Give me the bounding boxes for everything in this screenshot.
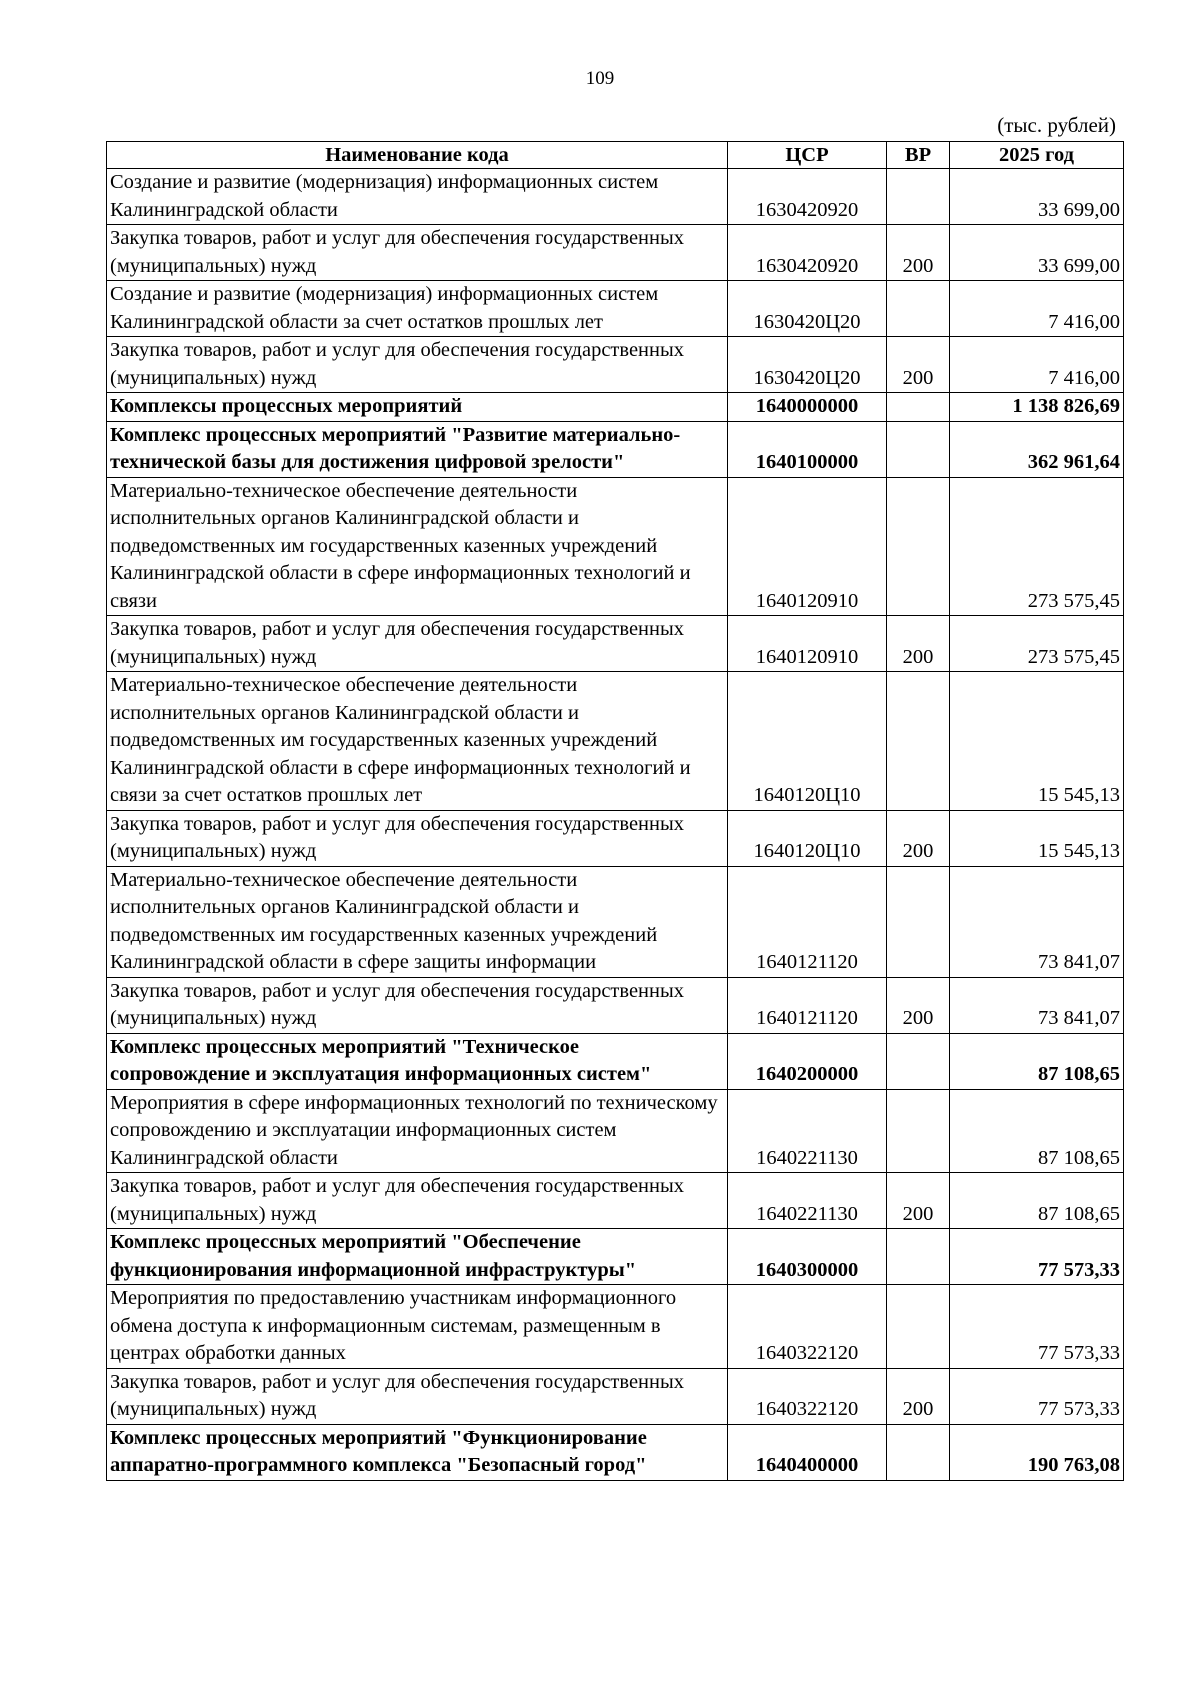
row-csr: 1640120Ц10 (728, 810, 887, 866)
row-name: Закупка товаров, работ и услуг для обеспечения государственных (муниципальных) нужд (107, 337, 728, 393)
row-vr (887, 1229, 950, 1285)
row-vr (887, 1033, 950, 1089)
row-csr: 1640300000 (728, 1229, 887, 1285)
row-vr (887, 169, 950, 225)
table-row (107, 616, 1124, 672)
row-name: Закупка товаров, работ и услуг для обеспечения государственных (муниципальных) нужд (107, 616, 728, 672)
row-csr: 1640120910 (728, 616, 887, 672)
row-amount: 73 841,07 (950, 977, 1124, 1033)
row-csr: 1640322120 (728, 1285, 887, 1369)
table-row-total (107, 393, 1124, 422)
row-csr: 1640200000 (728, 1033, 887, 1089)
table-body (107, 169, 1124, 1481)
table-row (107, 477, 1124, 616)
row-vr: 200 (887, 1368, 950, 1424)
row-vr: 200 (887, 616, 950, 672)
row-vr: 200 (887, 977, 950, 1033)
row-vr (887, 866, 950, 977)
row-csr: 1630420Ц20 (728, 281, 887, 337)
row-vr (887, 1089, 950, 1173)
row-vr (887, 477, 950, 616)
table-row (107, 1285, 1124, 1369)
row-name: Закупка товаров, работ и услуг для обеспечения государственных (муниципальных) нужд (107, 1368, 728, 1424)
row-amount: 190 763,08 (950, 1424, 1124, 1480)
row-csr: 1640121120 (728, 977, 887, 1033)
row-vr (887, 421, 950, 477)
row-vr (887, 1285, 950, 1369)
header-vr: ВР (887, 142, 950, 169)
row-vr (887, 1424, 950, 1480)
row-amount: 1 138 826,69 (950, 393, 1124, 422)
row-name: Закупка товаров, работ и услуг для обеспечения государственных (муниципальных) нужд (107, 225, 728, 281)
row-vr: 200 (887, 1173, 950, 1229)
row-csr: 1640000000 (728, 393, 887, 422)
table-row-total (107, 1033, 1124, 1089)
table-row (107, 810, 1124, 866)
header-name: Наименование кода (107, 142, 728, 169)
table-row-total (107, 1229, 1124, 1285)
row-csr: 1640120Ц10 (728, 672, 887, 811)
row-amount: 362 961,64 (950, 421, 1124, 477)
row-name: Материально-техническое обеспечение деятельности исполнительных органов Калининградской области и подведомственных им государственных казенных учреждений Калининградской области в сфере информационных технологий и связи (107, 477, 728, 616)
table-row (107, 1368, 1124, 1424)
table-row (107, 977, 1124, 1033)
row-amount: 77 573,33 (950, 1368, 1124, 1424)
row-amount: 273 575,45 (950, 477, 1124, 616)
row-amount: 15 545,13 (950, 810, 1124, 866)
row-vr (887, 393, 950, 422)
row-vr (887, 281, 950, 337)
row-amount: 77 573,33 (950, 1229, 1124, 1285)
row-amount: 33 699,00 (950, 225, 1124, 281)
units-note: (тыс. рублей) (997, 113, 1116, 137)
row-name: Мероприятия в сфере информационных технологий по техническому сопровождению и эксплуатации информационных систем Калининградской области (107, 1089, 728, 1173)
row-name: Комплекс процессных мероприятий "Обеспечение функционирования информационной инфраструктуры" (107, 1229, 728, 1285)
row-csr: 1630420920 (728, 169, 887, 225)
row-name: Материально-техническое обеспечение деятельности исполнительных органов Калининградской области и подведомственных им государственных казенных учреждений Калининградской области в сфере информационных технологий и связи за счет остатков прошлых лет (107, 672, 728, 811)
row-name: Комплекс процессных мероприятий "Развитие материально-технической базы для достижения цифровой зрелости" (107, 421, 728, 477)
row-amount: 7 416,00 (950, 281, 1124, 337)
row-amount: 273 575,45 (950, 616, 1124, 672)
row-csr: 1640221130 (728, 1173, 887, 1229)
row-csr: 1640120910 (728, 477, 887, 616)
row-vr: 200 (887, 337, 950, 393)
row-csr: 1640322120 (728, 1368, 887, 1424)
row-name: Закупка товаров, работ и услуг для обеспечения государственных (муниципальных) нужд (107, 977, 728, 1033)
row-csr: 1630420920 (728, 225, 887, 281)
row-amount: 87 108,65 (950, 1033, 1124, 1089)
table-row (107, 1089, 1124, 1173)
page-number: 109 (585, 68, 615, 89)
row-vr (887, 672, 950, 811)
row-name: Комплекс процессных мероприятий "Функционирование аппаратно-программного комплекса "Безопасный город" (107, 1424, 728, 1480)
row-name: Комплексы процессных мероприятий (107, 393, 728, 422)
row-vr: 200 (887, 810, 950, 866)
table-row (107, 866, 1124, 977)
header-csr: ЦСР (728, 142, 887, 169)
row-amount: 87 108,65 (950, 1089, 1124, 1173)
row-csr: 1640221130 (728, 1089, 887, 1173)
table-row (107, 169, 1124, 225)
table-row (107, 281, 1124, 337)
table-row (107, 225, 1124, 281)
row-name: Материально-техническое обеспечение деятельности исполнительных органов Калининградской области и подведомственных им государственных казенных учреждений Калининградской области в сфере защиты информации (107, 866, 728, 977)
row-name: Создание и развитие (модернизация) информационных систем Калининградской области за счет остатков прошлых лет (107, 281, 728, 337)
header-year: 2025 год (950, 142, 1124, 169)
table-row (107, 672, 1124, 811)
table-row-total (107, 1424, 1124, 1480)
row-amount: 7 416,00 (950, 337, 1124, 393)
row-name: Создание и развитие (модернизация) информационных систем Калининградской области (107, 169, 728, 225)
table-row (107, 337, 1124, 393)
header-row (107, 142, 1124, 169)
row-name: Комплекс процессных мероприятий "Техническое сопровождение и эксплуатация информационных систем" (107, 1033, 728, 1089)
table-row-total (107, 421, 1124, 477)
row-amount: 15 545,13 (950, 672, 1124, 811)
row-csr: 1630420Ц20 (728, 337, 887, 393)
row-amount: 87 108,65 (950, 1173, 1124, 1229)
row-amount: 73 841,07 (950, 866, 1124, 977)
row-name: Закупка товаров, работ и услуг для обеспечения государственных (муниципальных) нужд (107, 810, 728, 866)
row-csr: 1640400000 (728, 1424, 887, 1480)
row-name: Мероприятия по предоставлению участникам информационного обмена доступа к информационным системам, размещенным в центрах обработки данных (107, 1285, 728, 1369)
row-amount: 77 573,33 (950, 1285, 1124, 1369)
row-csr: 1640100000 (728, 421, 887, 477)
row-name: Закупка товаров, работ и услуг для обеспечения государственных (муниципальных) нужд (107, 1173, 728, 1229)
row-amount: 33 699,00 (950, 169, 1124, 225)
table-row (107, 1173, 1124, 1229)
row-csr: 1640121120 (728, 866, 887, 977)
budget-table (106, 141, 1124, 1481)
row-vr: 200 (887, 225, 950, 281)
